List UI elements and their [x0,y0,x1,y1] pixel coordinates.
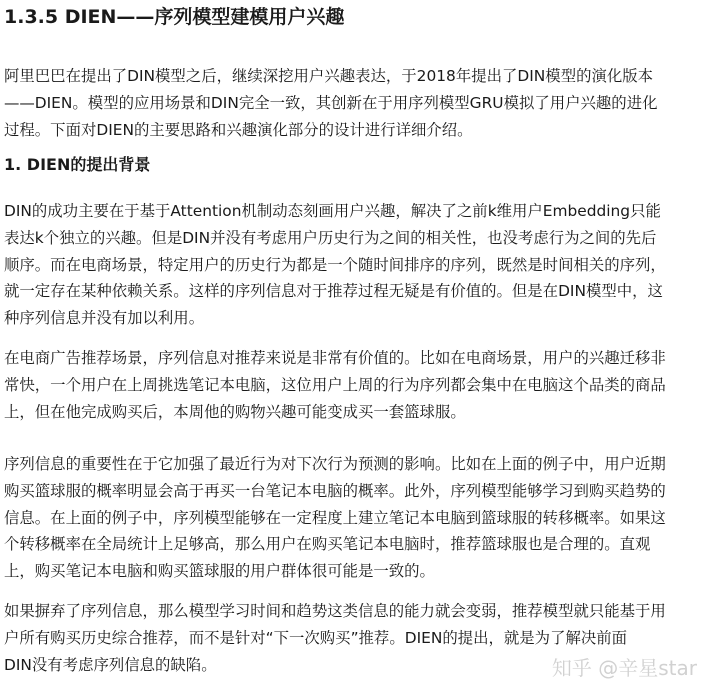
text-line: 信息。在上面的例子中，序列模型能够在一定程度上建立笔记本电脑到篮球服的转移概率。如果这 [4,508,666,527]
text-line: 阿里巴巴在提出了DIN模型之后，继续深挖用户兴趣表达，于2018年提出了DIN模型的演化版本 [4,67,654,85]
subsection-heading: 1. DIEN的提出背景 [4,155,151,174]
background-paragraph [4,198,666,332]
section-title: 1.3.5 DIEN——序列模型建模用户兴趣 [4,6,345,28]
text-line: 就一定存在某种依赖关系。这样的序列信息对于推荐过程无疑是有价值的。但是在DIN模型中，这 [4,282,663,301]
text-line: 种序列信息并没有加以利用。 [4,309,205,328]
text-line: 序列信息的重要性在于它加强了最近行为对下次行为预测的影响。比如在上面的例子中，用户近期 [4,455,666,473]
zhihu-watermark: 知乎 @辛星star [551,656,697,680]
text-line: 常快，一个用户在上周挑选笔记本电脑，这位用户上周的行为序列都会集中在电脑这个品类的商品 [4,375,666,394]
text-line: ——DIEN。模型的应用场景和DIN完全一致，其创新在于用序列模型GRU模拟了用户兴趣的进化 [4,93,658,112]
text-line: 过程。下面对DIEN的主要思路和兴趣演化部分的设计进行详细介绍。 [4,120,473,139]
text-line: 顺序。而在电商场景，特定用户的历史行为都是一个随时间排序的序列，既然是时间相关的序列， [4,255,666,274]
text-line: 表达k个独立的兴趣。但是DIN并没有考虑用户历史行为之间的相关性，也没考虑行为之间的先后 [4,228,657,247]
intro-paragraph [4,63,657,143]
text-line: DIN没有考虑序列信息的缺陷。 [4,655,217,674]
importance-paragraph [4,451,666,585]
text-line: 上，购买笔记本电脑和购买篮球服的用户群体很可能是一致的。 [4,562,435,581]
text-line: 在电商广告推荐场景，序列信息对推荐来说是非常有价值的。比如在电商场景，用户的兴趣迁移非 [4,349,666,367]
text-line: 个转移概率在全局统计上足够高，那么用户在购买笔记本电脑时，推荐篮球服也是合理的。直观 [4,535,651,554]
text-line: 如果摒弃了序列信息，那么模型学习时间和趋势这类信息的能力就会变弱，推荐模型就只能基于用 [4,602,666,620]
text-line: 购买篮球服的概率明显会高于再买一台笔记本电脑的概率。此外，序列模型能够学习到购买趋势的 [4,481,666,500]
ecommerce-paragraph [4,345,666,425]
text-line: DIN的成功主要在于基于Attention机制动态刻画用户兴趣，解决了之前k维用户Embedding只能 [4,202,661,220]
text-line: 上，但在他完成购买后，本周他的购物兴趣可能变成买一套篮球服。 [4,402,466,421]
text-line: 户所有购买历史综合推荐，而不是针对“下一次购买”推荐。DIEN的提出，就是为了解决前面 [4,628,628,647]
